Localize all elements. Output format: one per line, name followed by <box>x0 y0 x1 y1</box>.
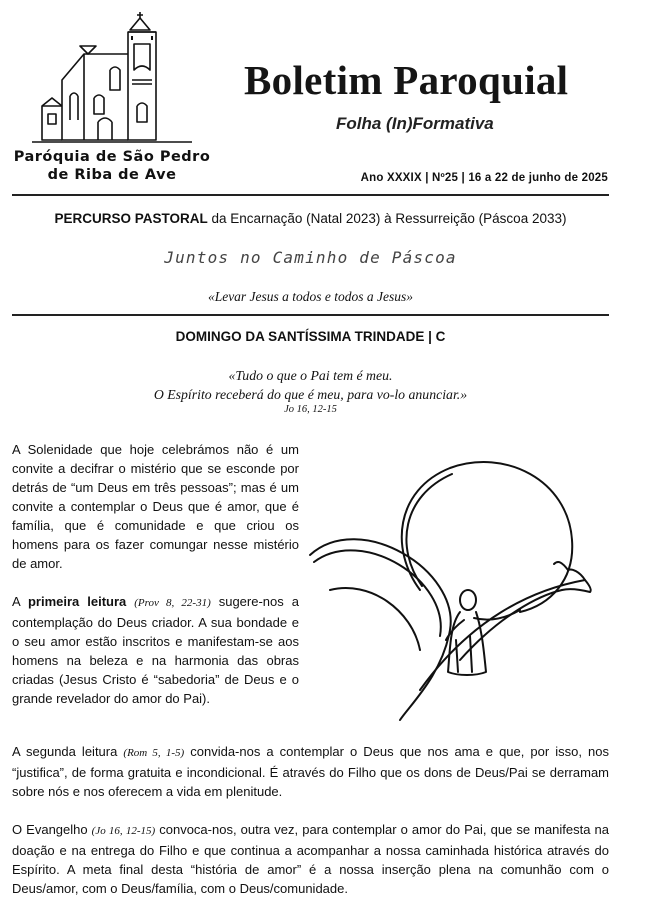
second-reading-ref: (Rom 5, 1-5) <box>123 747 185 759</box>
gospel-ref: (Jo 16, 12-15) <box>91 825 156 837</box>
gospel-text: convoca-nos, outra vez, para contemplar o amor do Pai, que se manifesta na doação e na entrega do Filho e que continua a acompanhar a nossa caminhada histórica através do Espírito. A meta final desta “história de amor” é a nossa inserção plena na comunhão com o Deus/amor, com o Deus/família, com o Deus/comunidade. <box>12 822 609 896</box>
bulletin-subtitle: Folha (In)Formativa <box>336 114 494 133</box>
parish-name-line1: Paróquia de São Pedro <box>13 149 211 165</box>
church-logo <box>22 10 202 150</box>
pastoral-route-label: PERCURSO PASTORAL <box>54 211 208 226</box>
parish-name <box>12 148 212 184</box>
first-reading-paragraph <box>12 592 299 708</box>
gospel-quote-line2: O Espírito receberá do que é meu, para vo-lo anunciar.» <box>153 387 468 402</box>
pastoral-route <box>12 211 609 226</box>
trinity-illustration <box>300 440 620 730</box>
first-reading-text: sugere-nos a contemplação do Deus criador. A sua bondade e o seu amor estão inscritos e manifestam-se aos homens na beleza e na harmonia das obras criadas (Jesus Cristo é “sabedoria” de Deus e o grande revelador do amor do Pai). <box>12 594 299 706</box>
gospel-reference: Jo 16, 12-15 <box>284 404 337 415</box>
second-reading-paragraph <box>12 742 609 801</box>
p2-lead: A <box>12 594 28 609</box>
gospel-label: O Evangelho <box>12 822 92 837</box>
gospel-quote-line1: «Tudo o que o Pai tem é meu. <box>228 368 393 383</box>
bulletin-title: Boletim Paroquial <box>244 57 569 103</box>
second-reading-text: convida-nos a contemplar o Deus que nos ama e que, por isso, nos “justifica”, de forma gratuita e incondicional. É através do Filho que os dons de Deus/Pai se derramam sobre nós e nos oferecem a vida em plenitude. <box>12 744 610 799</box>
pastoral-motto: «Levar Jesus a todos e todos a Jesus» <box>207 289 414 304</box>
sunday-title: DOMINGO DA SANTÍSSIMA TRINDADE | C <box>175 329 446 344</box>
parish-name-line2: de Riba de Ave <box>47 167 177 183</box>
intro-paragraph: A Solenidade que hoje celebrámos não é um convite a decifrar o mistério que se esconde por detrás de “um Deus em três pessoas”; mas é um convite a contemplar o Deus que é amor, que é família, que é comunidade e que criou os homens para os fazer comungar nesse mistério de amor. <box>12 442 299 571</box>
issue-info: Ano XXXIX | Nº25 | 16 a 22 de junho de 2025 <box>360 172 608 184</box>
second-reading-label: A segunda leitura <box>12 744 124 759</box>
gospel-paragraph <box>12 820 609 898</box>
gospel-quote <box>12 366 609 404</box>
section-divider <box>12 314 609 316</box>
header-divider <box>12 194 609 196</box>
first-reading-label: primeira leitura <box>27 594 127 609</box>
first-reading-ref: (Prov 8, 22-31) <box>134 597 211 609</box>
pastoral-theme: Juntos no Caminho de Páscoa <box>164 248 457 267</box>
pastoral-route-text: da Encarnação (Natal 2023) à Ressurreição (Páscoa 2033) <box>207 211 567 226</box>
